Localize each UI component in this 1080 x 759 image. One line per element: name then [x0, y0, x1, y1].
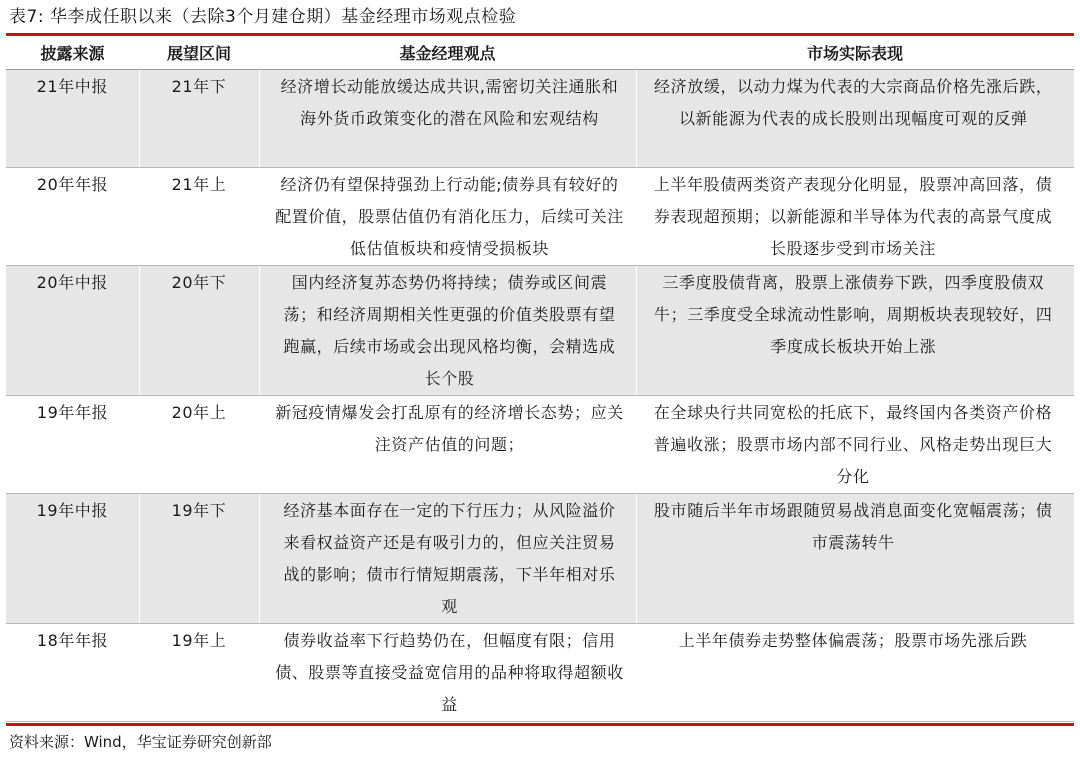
cell-view: 经济增长动能放缓达成共识,需密切关注通胀和海外货币政策变化的潜在风险和宏观结构	[259, 70, 636, 168]
cell-source: 21年中报	[6, 70, 139, 168]
table-row	[6, 396, 1074, 494]
cell-period: 20年下	[139, 266, 259, 396]
header-row	[6, 36, 1074, 70]
col-header-market: 市场实际表现	[636, 36, 1074, 70]
cell-period: 20年上	[139, 396, 259, 494]
table-title: 表7: 华李成任职以来（去除3个月建仓期）基金经理市场观点检验	[9, 7, 517, 27]
table-row	[6, 70, 1074, 168]
cell-view: 经济基本面存在一定的下行压力；从风险溢价来看权益资产还是有吸引力的，但应关注贸易战的影响；债市行情短期震荡，下半年相对乐观	[259, 494, 636, 624]
cell-market: 三季度股债背离，股票上涨债券下跌，四季度股债双牛；三季度受全球流动性影响，周期板块表现较好，四季度成长板块开始上涨	[636, 266, 1074, 396]
cell-period: 19年下	[139, 494, 259, 624]
viewpoint-table	[6, 36, 1074, 722]
table-row	[6, 168, 1074, 266]
col-header-period: 展望区间	[139, 36, 259, 70]
cell-market: 上半年债券走势整体偏震荡；股票市场先涨后跌	[636, 624, 1074, 722]
cell-market: 股市随后半年市场跟随贸易战消息面变化宽幅震荡；债市震荡转牛	[636, 494, 1074, 624]
col-header-view: 基金经理观点	[259, 36, 636, 70]
cell-source: 19年年报	[6, 396, 139, 494]
cell-view: 经济仍有望保持强劲上行动能;债券具有较好的配置价值，股票估值仍有消化压力，后续可关注低估值板块和疫情受损板块	[259, 168, 636, 266]
cell-market: 经济放缓，以动力煤为代表的大宗商品价格先涨后跌，以新能源为代表的成长股则出现幅度可观的反弹	[636, 70, 1074, 168]
cell-view: 国内经济复苏态势仍将持续；债券或区间震荡；和经济周期相关性更强的价值类股票有望跑赢，后续市场或会出现风格均衡，会精选成长个股	[259, 266, 636, 396]
cell-period: 21年下	[139, 70, 259, 168]
table-row	[6, 624, 1074, 722]
cell-period: 19年上	[139, 624, 259, 722]
cell-period: 21年上	[139, 168, 259, 266]
cell-source: 20年年报	[6, 168, 139, 266]
cell-source: 19年中报	[6, 494, 139, 624]
cell-source: 20年中报	[6, 266, 139, 396]
cell-view: 债券收益率下行趋势仍在，但幅度有限；信用债、股票等直接受益宽信用的品种将取得超额收益	[259, 624, 636, 722]
table-row	[6, 494, 1074, 624]
bottom-red-rule	[6, 723, 1074, 726]
table-row	[6, 266, 1074, 396]
source-footnote: 资料来源：Wind，华宝证券研究创新部	[9, 733, 272, 751]
cell-market: 上半年股债两类资产表现分化明显，股票冲高回落，债券表现超预期；以新能源和半导体为代表的高景气度成长股逐步受到市场关注	[636, 168, 1074, 266]
col-header-source: 披露来源	[6, 36, 139, 70]
cell-market: 在全球央行共同宽松的托底下，最终国内各类资产价格普遍收涨；股票市场内部不同行业、风格走势出现巨大分化	[636, 396, 1074, 494]
cell-source: 18年年报	[6, 624, 139, 722]
cell-view: 新冠疫情爆发会打乱原有的经济增长态势；应关注资产估值的问题；	[259, 396, 636, 494]
